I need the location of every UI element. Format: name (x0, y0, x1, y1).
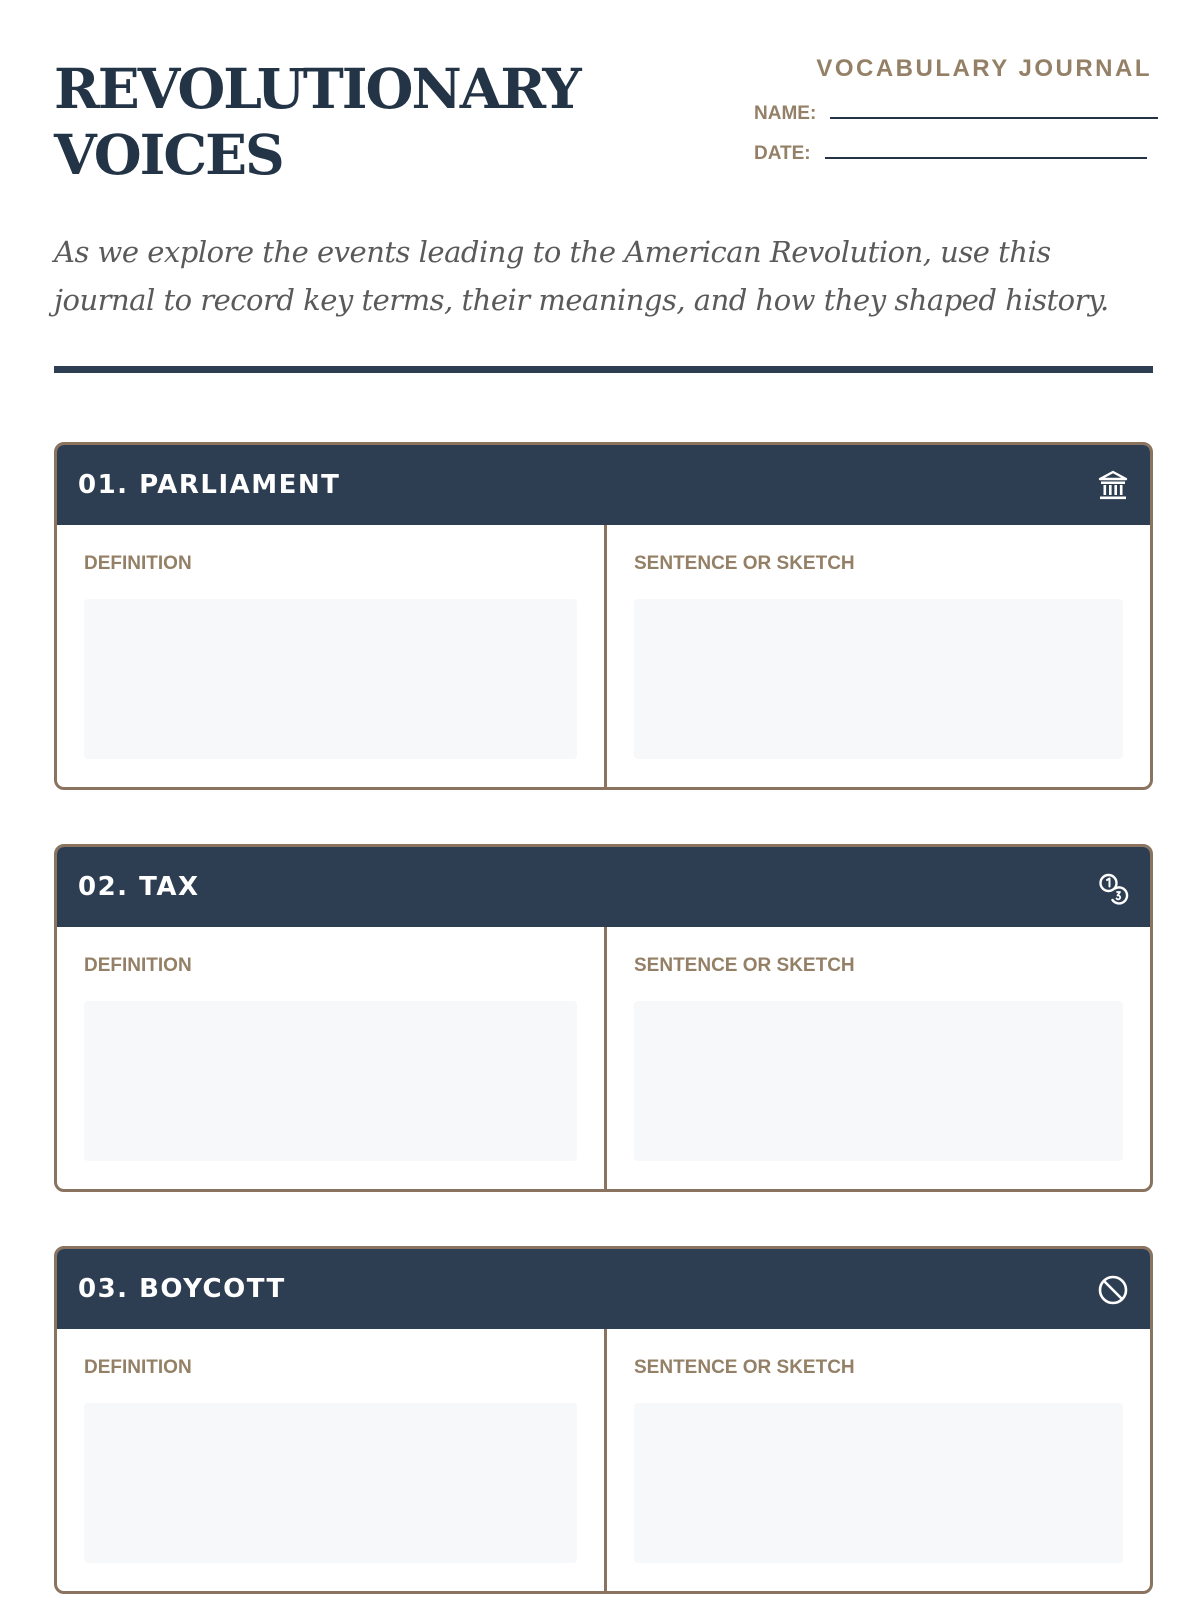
sentence-label: SENTENCE OR SKETCH (634, 1357, 855, 1378)
term-card-tax (54, 844, 1153, 1192)
sentence-box[interactable] (634, 599, 1123, 759)
page-title (54, 56, 580, 188)
column-divider (604, 525, 607, 787)
term-card-boycott (54, 1246, 1153, 1594)
sentence-box[interactable] (634, 1001, 1123, 1161)
term-title: 03. BOYCOTT (78, 1274, 286, 1304)
sentence-label: SENTENCE OR SKETCH (634, 553, 855, 574)
journal-meta (732, 54, 1152, 84)
intro-text: As we explore the events leading to the American Revolution, use this journal to record key terms, their meanings, and how they shaped history. (54, 235, 1109, 317)
name-line[interactable] (830, 117, 1158, 119)
coins-icon (1096, 871, 1130, 905)
term-card-header (57, 1249, 1150, 1329)
definition-label: DEFINITION (84, 1357, 192, 1378)
ban-icon (1096, 1273, 1130, 1307)
term-card-body (57, 525, 1150, 787)
definition-box[interactable] (84, 1001, 577, 1161)
date-field[interactable] (754, 143, 1147, 165)
date-line[interactable] (825, 157, 1147, 159)
journal-label: VOCABULARY JOURNAL (816, 55, 1152, 82)
column-divider (604, 927, 607, 1189)
page-title-line-2: VOICES (54, 122, 283, 187)
term-card-header (57, 445, 1150, 525)
name-field[interactable] (754, 103, 1158, 125)
sentence-label: SENTENCE OR SKETCH (634, 955, 855, 976)
term-card-body (57, 1329, 1150, 1591)
sentence-box[interactable] (634, 1403, 1123, 1563)
definition-label: DEFINITION (84, 955, 192, 976)
header-divider (54, 366, 1153, 373)
term-title: 01. PARLIAMENT (78, 470, 341, 500)
page-title-line-1: REVOLUTIONARY (54, 56, 580, 121)
term-card-header (57, 847, 1150, 927)
definition-box[interactable] (84, 599, 577, 759)
name-label: NAME: (754, 103, 817, 124)
definition-label: DEFINITION (84, 553, 192, 574)
landmark-icon (1096, 469, 1130, 503)
date-label: DATE: (754, 143, 811, 164)
term-card-body (57, 927, 1150, 1189)
column-divider (604, 1329, 607, 1591)
term-card-parliament (54, 442, 1153, 790)
definition-box[interactable] (84, 1403, 577, 1563)
term-title: 02. TAX (78, 872, 200, 902)
